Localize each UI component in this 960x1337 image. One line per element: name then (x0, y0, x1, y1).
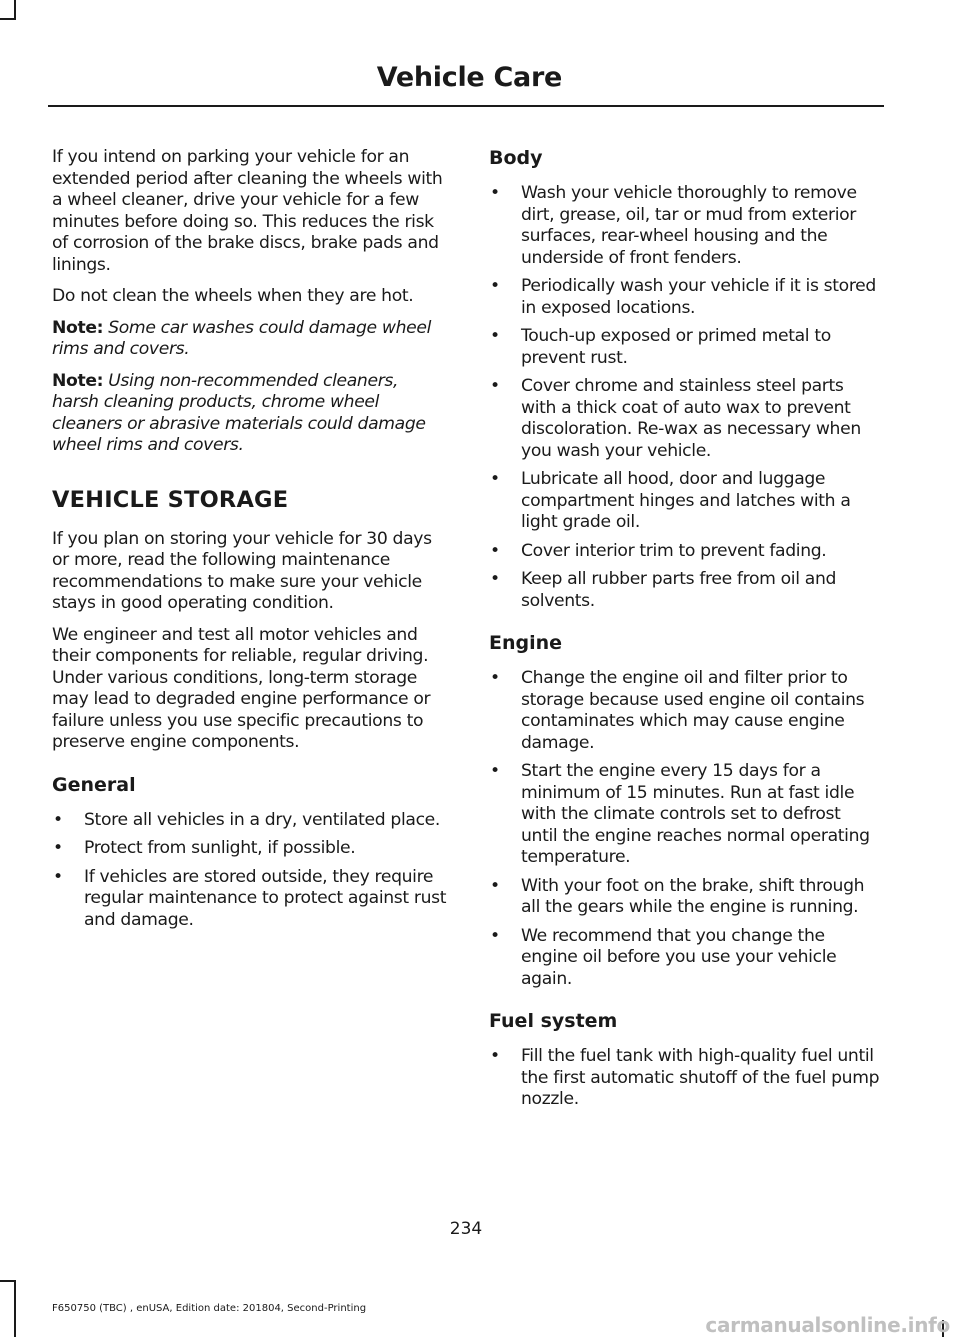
list-item (489, 326, 881, 369)
list-item (489, 469, 881, 534)
list-item (489, 276, 881, 319)
crop-mark (0, 18, 16, 20)
section-paragraph: We engineer and test all motor vehicles and their components for reliable, regular driving. Under various conditions, long-term storage may lead to degraded engine performance or failure unless you use specific precautions to preserve engine components. (52, 624, 431, 752)
body-list (489, 183, 881, 612)
bullet-icon: • (53, 838, 63, 858)
list-item-text: If vehicles are stored outside, they require regular maintenance to protect against rust and damage. (84, 866, 447, 930)
list-item (489, 876, 881, 919)
page-number: 234 (449, 1219, 483, 1239)
header-divider (48, 105, 884, 107)
fuel-list (489, 1046, 881, 1111)
subheading-fuel-system: Fuel system (489, 1010, 618, 1032)
list-item (52, 867, 448, 932)
list-item-text: Lubricate all hood, door and luggage compartment hinges and latches with a light grade oil. (521, 469, 851, 532)
crop-mark (0, 1280, 16, 1282)
list-item-text: Fill the fuel tank with high-quality fuel until the first automatic shutoff of the fuel pump nozzle. (521, 1046, 880, 1109)
list-item (489, 668, 881, 754)
list-item-text: With your foot on the brake, shift through all the gears while the engine is running. (521, 875, 865, 917)
subheading-general: General (52, 773, 136, 796)
bullet-icon: • (490, 925, 500, 946)
list-item (489, 761, 881, 869)
bullet-icon: • (490, 1046, 500, 1066)
edition-footer: F650750 (TBC) , enUSA, Edition date: 201804, Second-Printing (52, 1303, 367, 1314)
list-item (489, 183, 881, 269)
crop-mark (14, 1280, 16, 1337)
list-item-text: We recommend that you change the engine oil before you use your vehicle again. (521, 925, 837, 989)
list-item (52, 838, 448, 860)
list-item-text: Keep all rubber parts free from oil and solvents. (521, 569, 837, 611)
list-item-text: Cover interior trim to prevent fading. (521, 540, 827, 561)
note-text: Using non-recommended cleaners, harsh cleaning products, chrome wheel cleaners or abrasive materials could damage wheel rims and covers. (52, 370, 426, 455)
list-item-text: Store all vehicles in a dry, ventilated place. (84, 809, 441, 830)
right-column (489, 147, 881, 1118)
watermark[interactable]: carmanualsonline.info (705, 1313, 950, 1337)
subheading-engine: Engine (489, 632, 563, 654)
note-label: Note: (52, 317, 104, 338)
bullet-icon: • (490, 276, 500, 296)
bullet-icon: • (490, 761, 500, 781)
note-label: Note: (52, 370, 104, 391)
list-item (489, 569, 881, 612)
bullet-icon: • (53, 809, 63, 830)
list-item (489, 926, 881, 991)
note-paragraph (52, 318, 448, 361)
engine-list (489, 668, 881, 990)
bullet-icon: • (490, 326, 500, 346)
list-item-text: Protect from sunlight, if possible. (84, 838, 356, 858)
bullet-icon: • (490, 569, 500, 589)
left-column (52, 147, 448, 938)
intro-paragraph: If you intend on parking your vehicle for an extended period after cleaning the wheels with a wheel cleaner, drive your vehicle for a few minutes before doing so. This reduces the risk of corrosion of the brake discs, brake pads and linings. (52, 147, 443, 275)
bullet-icon: • (53, 866, 63, 887)
section-paragraph: If you plan on storing your vehicle for 30 days or more, read the following maintenance recommendations to make sure your vehicle stays in good operating condition. (52, 528, 432, 613)
bullet-icon: • (490, 668, 500, 688)
bullet-icon: • (490, 469, 500, 489)
general-list (52, 810, 448, 932)
bullet-icon: • (490, 540, 500, 561)
intro-paragraph: Do not clean the wheels when they are hot. (52, 286, 414, 306)
section-heading-vehicle-storage: VEHICLE STORAGE (52, 486, 289, 513)
bullet-icon: • (490, 376, 500, 396)
list-item (489, 1046, 881, 1111)
list-item-text: Cover chrome and stainless steel parts with a thick coat of auto wax to prevent discoloration. Re-wax as necessary when you wash your vehicle. (521, 376, 861, 461)
list-item (52, 810, 448, 832)
list-item (489, 376, 881, 462)
bullet-icon: • (490, 183, 500, 203)
list-item-text: Touch-up exposed or primed metal to prevent rust. (521, 326, 831, 368)
list-item (489, 541, 881, 563)
list-item-text: Periodically wash your vehicle if it is stored in exposed locations. (521, 276, 876, 318)
note-paragraph (52, 371, 448, 457)
subheading-body: Body (489, 147, 543, 169)
crop-mark (14, 0, 16, 20)
bullet-icon: • (490, 875, 500, 896)
list-item-text: Wash your vehicle thoroughly to remove dirt, grease, oil, tar or mud from exterior surfaces, rear-wheel housing and the underside of front fenders. (521, 183, 857, 268)
page-title: Vehicle Care (376, 62, 562, 93)
list-item-text: Change the engine oil and filter prior to storage because used engine oil contains contaminates which may cause engine damage. (521, 668, 865, 753)
note-text: Some car washes could damage wheel rims and covers. (52, 317, 431, 359)
list-item-text: Start the engine every 15 days for a minimum of 15 minutes. Run at fast idle with the climate controls set to defrost until the engine reaches normal operating temperature. (521, 761, 870, 867)
